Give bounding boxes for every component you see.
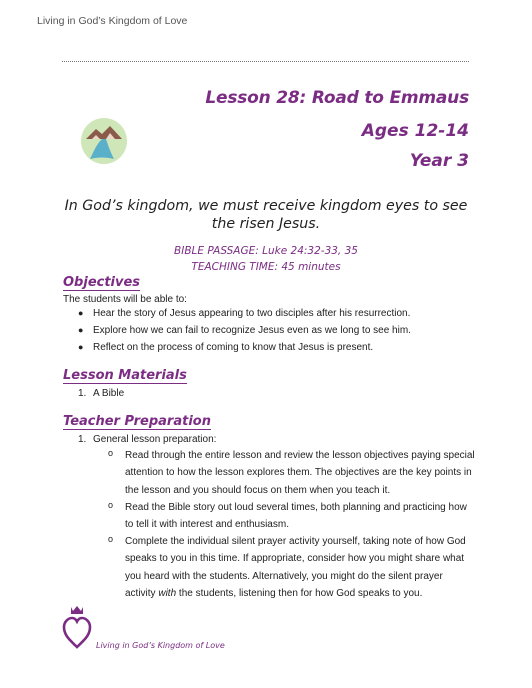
footer-title: Living in God’s Kingdom of Love bbox=[96, 641, 225, 650]
bible-passage: BIBLE PASSAGE: Luke 24:32-33, 35 bbox=[174, 245, 358, 257]
objectives-heading: Objectives bbox=[63, 275, 141, 290]
road-to-emmaus-logo-icon bbox=[80, 117, 128, 165]
running-header: Living in God’s Kingdom of Love bbox=[37, 15, 188, 27]
bullet-icon: ● bbox=[78, 342, 84, 352]
header-divider bbox=[62, 61, 469, 62]
objectives-intro: The students will be able to: bbox=[63, 294, 187, 305]
teaching-time: TEACHING TIME: 45 minutes bbox=[191, 261, 341, 273]
bullet-icon: ● bbox=[78, 308, 84, 318]
hollow-bullet-icon: o bbox=[108, 500, 114, 510]
lesson-title: Lesson 28: Road to Emmaus bbox=[205, 88, 469, 108]
ages-label: Ages 12-14 bbox=[361, 121, 469, 141]
prayer-activity-text: Complete the individual silent prayer activity yourself, taking note of how God speaks to you in this time. If appropriate, consider how you might share what you heard with the students. Alternatively, you might do the silent prayer activity with the students, listening then for how God speaks to you. bbox=[125, 536, 466, 599]
preparation-heading: Teacher Preparation bbox=[63, 414, 211, 429]
year-label: Year 3 bbox=[409, 151, 469, 171]
hollow-bullet-icon: o bbox=[108, 448, 114, 458]
materials-heading: Lesson Materials bbox=[63, 368, 187, 383]
crown-heart-icon bbox=[62, 605, 92, 650]
hollow-bullet-icon: o bbox=[108, 534, 114, 544]
bullet-icon: ● bbox=[78, 325, 84, 335]
theme-statement: In God’s kingdom, we must receive kingdom eyes to see the risen Jesus. bbox=[64, 198, 468, 232]
